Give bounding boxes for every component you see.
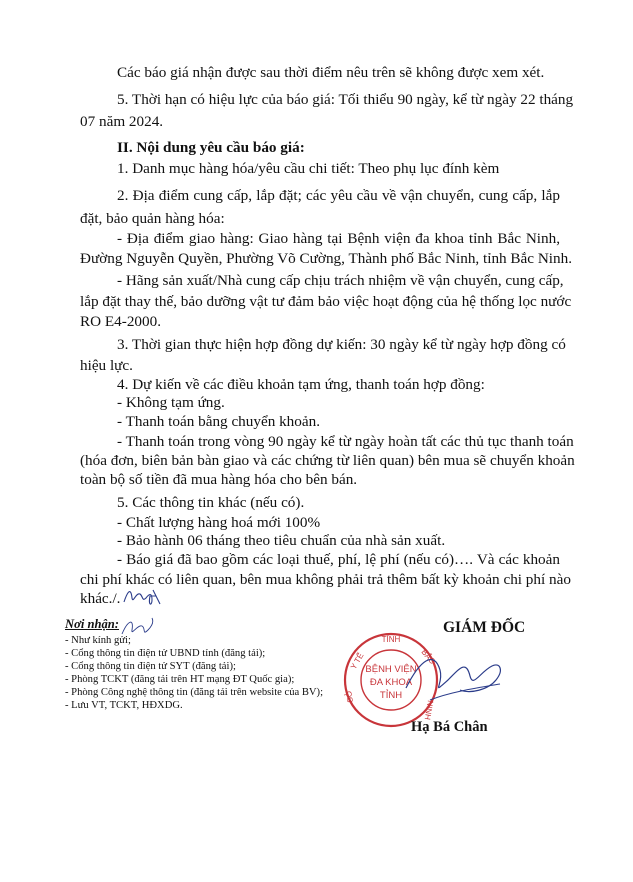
recipient-item: - Phòng Công nghệ thông tin (đăng tải trên website của BV); [65,687,324,698]
body-line: - Chất lượng hàng hoá mới 100% [117,514,321,531]
recipient-item: - Cổng thông tin điện tử UBND tỉnh (đăng tải); [65,648,266,659]
signer-name: Hạ Bá Chân [411,719,488,735]
body-line: toàn bộ số tiền đã mua hàng hóa cho bên bán. [80,471,358,488]
body-line: - Báo giá đã bao gồm các loại thuế, phí, lệ phí (nếu có)…. Và các khoản [117,551,560,568]
recipient-item: - Lưu VT, TCKT, HĐXDG. [65,700,183,711]
stamp-ring-top: TỈNH [381,635,401,644]
director-signature [400,640,510,710]
body-line: hiệu lực. [80,357,133,374]
body-line: 5. Các thông tin khác (nếu có). [117,494,305,511]
body-line: 5. Thời hạn có hiệu lực của báo giá: Tối thiểu 90 ngày, kể từ ngày 22 tháng [117,91,574,108]
stamp-ring-left-low: SỞ [343,689,355,704]
body-line: - Địa điểm giao hàng: Giao hàng tại Bệnh viện đa khoa tỉnh Bắc Ninh, [117,230,560,247]
body-line: khác./. [80,590,121,607]
body-line: - Thanh toán bằng chuyển khoản. [117,413,321,430]
body-line: lắp đặt thay thế, bảo dưỡng vật tư đảm bảo việc hoạt động của hệ thống lọc nước [80,293,572,310]
recipient-item: - Như kính gửi; [65,635,131,646]
body-line: 2. Địa điểm cung cấp, lắp đặt; các yêu cầu về vận chuyển, cung cấp, lắp [117,187,560,204]
signature-title: GIÁM ĐỐC [443,619,526,636]
body-line: - Không tạm ứng. [117,394,225,411]
body-line: chi phí khác có liên quan, bên mua không phải trả thêm bất kỳ khoản chi phí nào [80,571,571,588]
body-line: - Bảo hành 06 tháng theo tiêu chuẩn của nhà sản xuất. [117,532,446,549]
body-line: 1. Danh mục hàng hóa/yêu cầu chi tiết: Theo phụ lục đính kèm [117,160,500,177]
recipients-title: Nơi nhận: [65,617,120,631]
stamp-line-3: TỈNH [379,690,403,701]
recipients-initials [118,614,158,640]
body-line: Các báo giá nhận được sau thời điểm nêu trên sẽ không được xem xét. [117,64,545,81]
stamp-ring-right-low: NINH [422,699,435,721]
stamp-line-2: ĐA KHOA [369,677,413,688]
body-line: RO E4-2000. [80,313,161,330]
body-line: đặt, bảo quản hàng hóa: [80,210,225,227]
section-heading: II. Nội dung yêu cầu báo giá: [117,139,305,156]
recipient-item: - Phòng TCKT (đăng tải trên HT mạng ĐT Quốc gia); [65,674,295,685]
body-line: 07 năm 2024. [80,113,164,130]
body-line: 4. Dự kiến về các điều khoản tạm ứng, thanh toán hợp đồng: [117,376,485,393]
body-line: (hóa đơn, biên bản bàn giao và các chứng từ liên quan) bên mua sẽ chuyển khoản [80,452,575,469]
body-line: - Hãng sản xuất/Nhà cung cấp chịu trách nhiệm về vận chuyển, cung cấp, [117,272,564,289]
stamp-ring-left: Y TẾ [348,651,366,671]
body-line: - Thanh toán trong vòng 90 ngày kể từ ngày hoàn tất các thủ tục thanh toán [117,433,574,450]
initials-signature [122,586,164,608]
body-line: 3. Thời gian thực hiện hợp đồng dự kiến: 30 ngày kể từ ngày hợp đồng có [117,336,566,353]
body-line: Đường Nguyễn Quyền, Phường Võ Cường, Thành phố Bắc Ninh, tỉnh Bắc Ninh. [80,250,573,267]
recipient-item: - Cổng thông tin điện tử SYT (đăng tải); [65,661,236,672]
stamp-line-1: BỆNH VIỆN [365,664,417,675]
stamp-ring-right: BẮC [419,647,437,666]
